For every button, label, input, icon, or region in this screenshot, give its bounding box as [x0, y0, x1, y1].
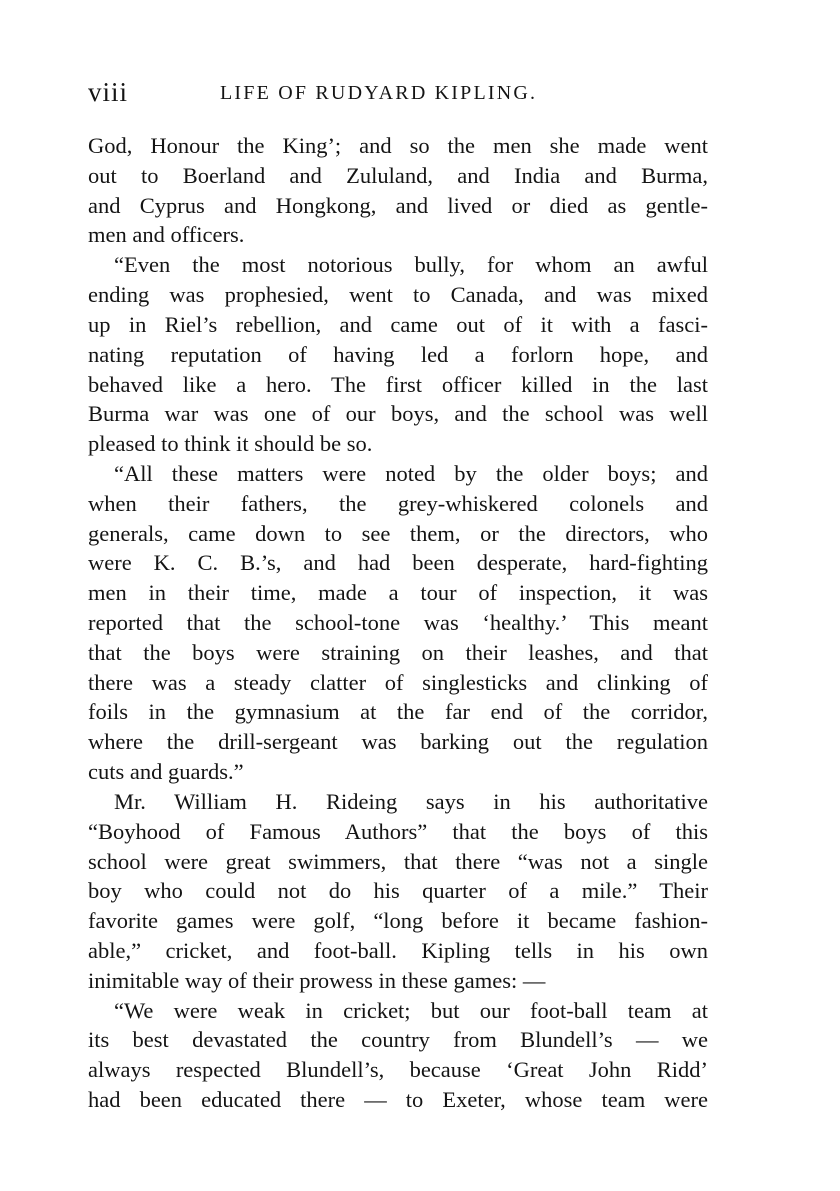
text-line: out to Boerland and Zululand, and India and Burma,	[88, 162, 708, 188]
text-line: able,” cricket, and foot-ball. Kipling tells in his own	[88, 937, 708, 963]
text-line: were K. C. B.’s, and had been desperate, hard-fighting	[88, 550, 708, 576]
text-line: where the drill-sergeant was barking out the regulation	[88, 729, 708, 755]
text-line: “All these matters were noted by the older boys; and	[114, 460, 708, 486]
text-line: boy who could not do his quarter of a mile.” Their	[88, 878, 708, 904]
text-line: up in Riel’s rebellion, and came out of it with a fasci-	[88, 311, 708, 337]
text-line: favorite games were golf, “long before it became fashion-	[88, 908, 708, 934]
text-line: and Cyprus and Hongkong, and lived or died as gentle-	[88, 192, 708, 218]
text-line: “Boyhood of Famous Authors” that the boys of this	[88, 818, 708, 844]
text-line: men and officers.	[88, 222, 245, 248]
text-line: God, Honour the King’; and so the men she made went	[88, 133, 708, 158]
page-number: viii	[88, 77, 129, 107]
text-line: foils in the gymnasium at the far end of the corridor,	[88, 699, 708, 725]
text-line: its best devastated the country from Blundell’s — we	[88, 1027, 708, 1053]
text-line: had been educated there — to Exeter, whose team were	[88, 1087, 708, 1112]
text-line: always respected Blundell’s, because ‘Great John Ridd’	[88, 1057, 708, 1083]
text-line: pleased to think it should be so.	[88, 431, 373, 457]
text-line: “Even the most notorious bully, for whom an awful	[114, 252, 708, 278]
text-line: “We were weak in cricket; but our foot-ball team at	[114, 997, 708, 1023]
text-line: generals, came down to see them, or the directors, who	[88, 520, 708, 546]
text-line: that the boys were straining on their leashes, and that	[88, 639, 708, 665]
text-line: when their fathers, the grey-whiskered colonels and	[88, 490, 708, 516]
text-line: cuts and guards.”	[88, 759, 244, 785]
text-line: behaved like a hero. The first officer killed in the last	[88, 371, 708, 397]
text-line: there was a steady clatter of singlesticks and clinking of	[88, 669, 708, 695]
text-line: nating reputation of having led a forlorn hope, and	[88, 341, 708, 367]
body-text	[88, 131, 708, 1115]
text-line: reported that the school-tone was ‘healthy.’ This meant	[88, 610, 708, 635]
running-head	[88, 74, 708, 110]
text-line: ending was prophesied, went to Canada, and was mixed	[88, 282, 708, 308]
text-line: Burma war was one of our boys, and the school was well	[88, 401, 708, 427]
text-line: inimitable way of their prowess in these games: —	[88, 967, 546, 993]
text-line: school were great swimmers, that there “was not a single	[88, 848, 708, 874]
text-line: men in their time, made a tour of inspection, it was	[88, 580, 708, 606]
text-line: Mr. William H. Rideing says in his authoritative	[114, 788, 708, 814]
running-title: LIFE OF RUDYARD KIPLING.	[220, 82, 538, 104]
